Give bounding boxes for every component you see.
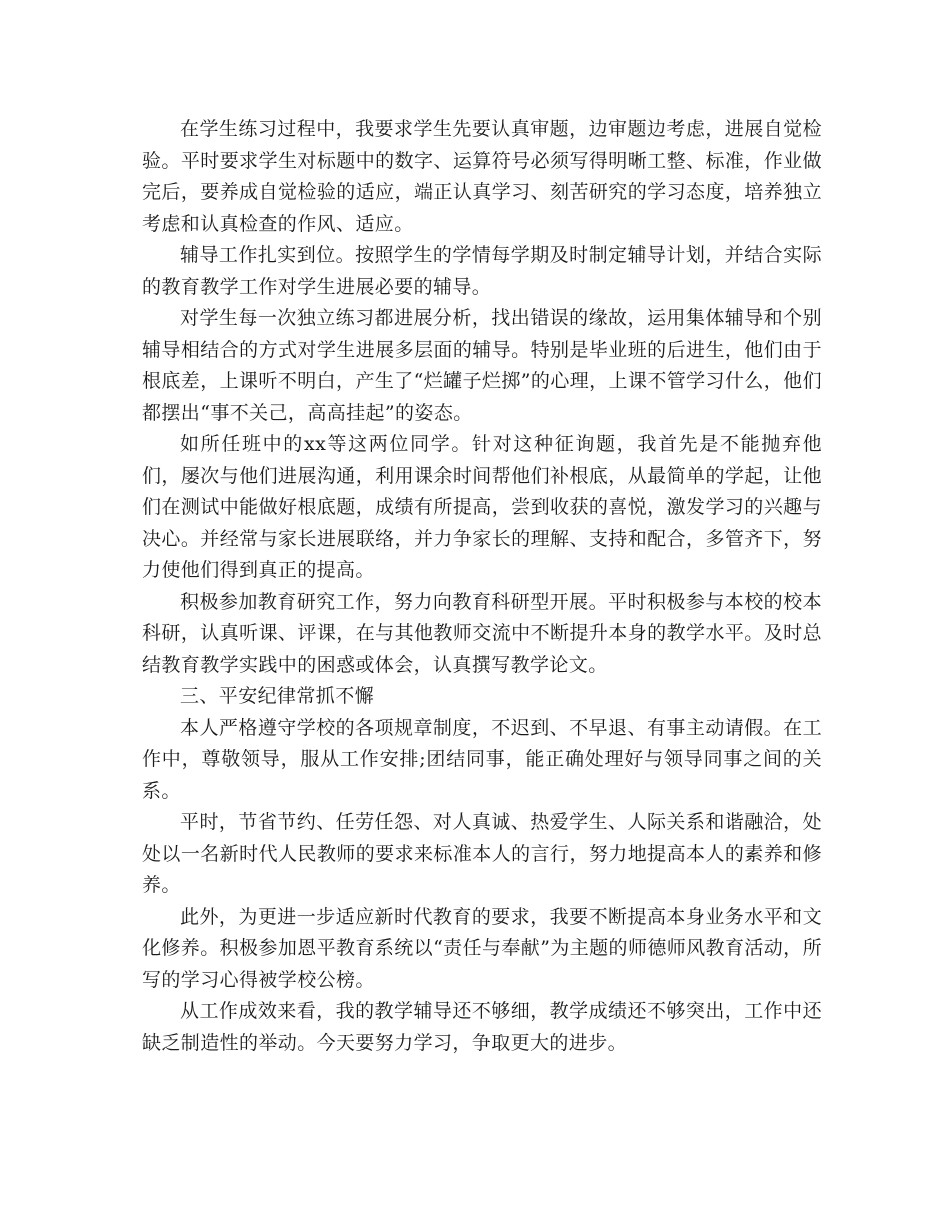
- document-body: [142, 114, 822, 1059]
- paragraph-conduct: 平时，节省节约、任劳任怨、对人真诚、热爱学生、人际关系和谐融洽，处处以一名新时代人民教师的要求来标准本人的言行，努力地提高本人的素养和修养。: [142, 811, 822, 896]
- paragraph-rules: 本人严格遵守学校的各项规章制度，不迟到、不早退、有事主动请假。在工作中，尊敬领导，服从工作安排;团结同事，能正确处理好与领导同事之间的关系。: [142, 716, 822, 802]
- paragraph-conclusion: 从工作成效来看，我的教学辅导还不够细，教学成绩还不够突出，工作中还缺乏制造性的举动。今天要努力学习，争取更大的进步。: [142, 1000, 822, 1054]
- paragraph-research: 积极参加教育研究工作，努力向教育科研型开展。平时积极参与本校的校本科研，认真听课、评课，在与其他教师交流中不断提升本身的教学水平。及时总结教育教学实践中的困惑或体会，认真撰写教学论文。: [142, 590, 822, 676]
- paragraph-error-analysis: 对学生每一次独立练习都进展分析，找出错误的缘故，运用集体辅导和个别辅导相结合的方式对学生进展多层面的辅导。特别是毕业班的后进生，他们由于根底差，上课听不明白，产生了“烂罐子烂掷”的心理，上课不管学习什么，他们都摆出“事不关己，高高挂起”的姿态。: [142, 307, 822, 424]
- paragraph-student-example: 如所任班中的xx等这两位同学。针对这种征询题，我首先是不能抛弃他们，屡次与他们进展沟通，利用课余时间帮他们补根底，从最简单的学起，让他们在测试中能做好根底题，成绩有所提高，尝到收获的喜悦，激发学习的兴趣与决心。并经常与家长进展联络，并力争家长的理解、支持和配合，多管齐下，努力使他们得到真正的提高。: [142, 433, 822, 581]
- paragraph-self-improvement: 此外，为更进一步适应新时代教育的要求，我要不断提高本身业务水平和文化修养。积极参加恩平教育系统以“责任与奉献”为主题的师德师风教育活动，所写的学习心得被学校公榜。: [142, 905, 822, 991]
- paragraph-tutoring: 辅导工作扎实到位。按照学生的学情每学期及时制定辅导计划，并结合实际的教育教学工作对学生进展必要的辅导。: [142, 244, 822, 298]
- paragraph-practice-review: 在学生练习过程中，我要求学生先要认真审题，边审题边考虑，进展自觉检验。平时要求学生对标题中的数字、运算符号必须写得明晰工整、标准，作业做完后，要养成自觉检验的适应，端正认真学习、刻苦研究的学习态度，培养独立考虑和认真检查的作风、适应。: [142, 118, 822, 235]
- section-heading-discipline: 三、平安纪律常抓不懈: [180, 685, 375, 707]
